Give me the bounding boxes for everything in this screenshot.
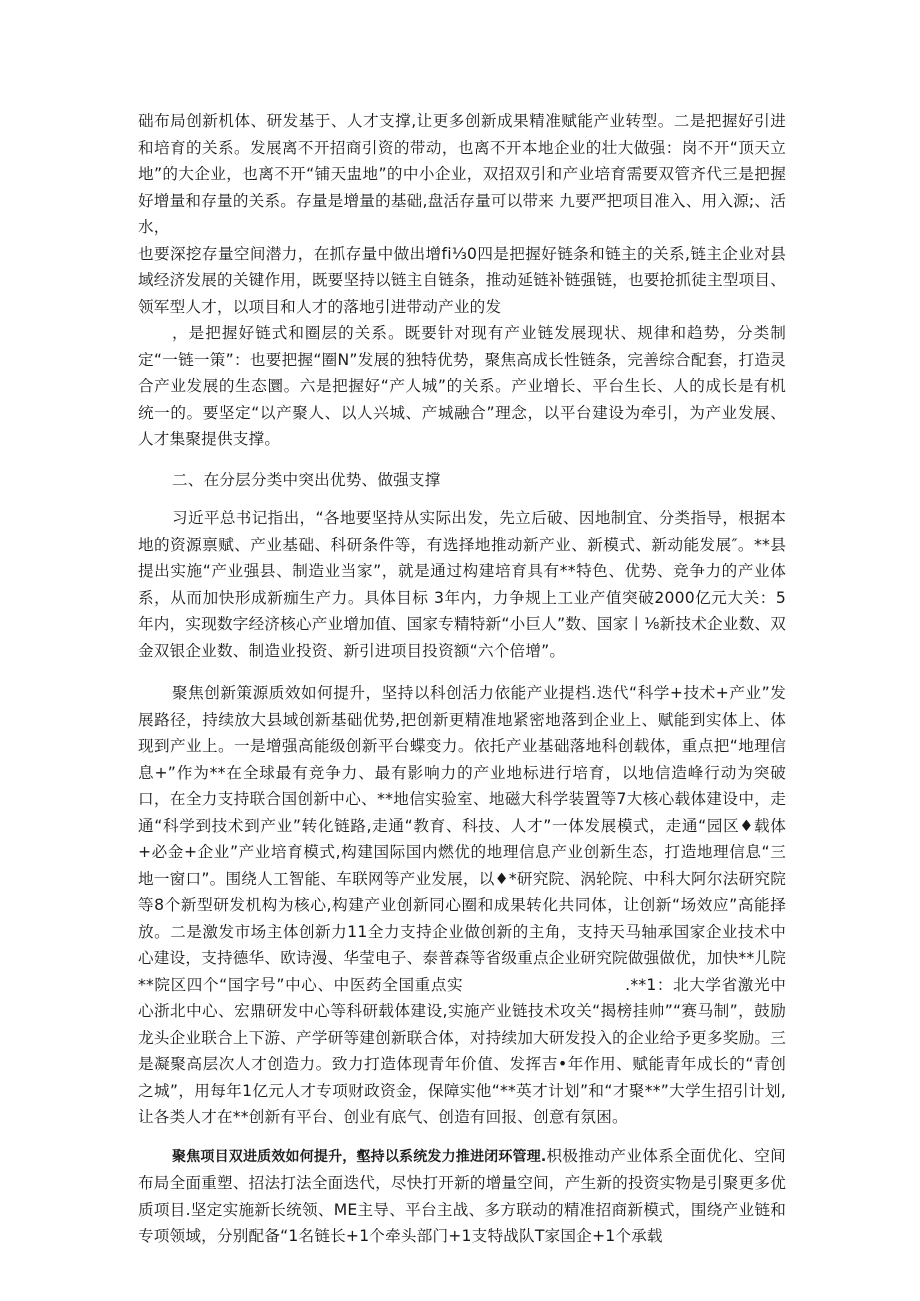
- paragraph-body: 枳极推动产业体系全面优化、空间布局全面重塑、招法打法全面迭代，尽快打开新的增量空间，产生新的投资实物是引聚更多优质项目.坚定实施新长统领、ME主导、平台主战、多方联动的精准招商新模式，围绕产业链和专项领域，分别配备“1名链长+1个牵头部门+1支特战队T家国企+1个承载: [138, 1146, 786, 1245]
- document-page: [138, 108, 786, 1250]
- paragraph-section2-2: 聚焦创新策源质效如何提升，坚持以科创活力依能产业提档.迭代“科学+技术+产业”发展路径，持续放大县域创新基础优势,把创新更精准地紧密地落到企业上、赋能到实体上、体现到产业上。一是增强高能级创新平台蝶变力。依托产业基础落地科创载体，重点把“地理信息+”作为**在全球最有竞争力、最有影响力的产业地标进行培育，以地信造峰行动为突破口，在全力支持联合国创新中心、**地信实验室、地磁大科学装置等7大核心载体建设中，走通“科学到技术到产业”转化链路,走通“教育、科技、人才”一体发展模式，走通“园区♦载体+必金+企业”产业培育模式,构建国际国内燃优的地理信息产业创新生态，打造地理信息“三地一窗口”。围绕人工智能、车联网等产业发展，以♦*研究院、涡轮院、中科大阿尔法研究院等8个新型研发机构为核心,构建产业创新同心圈和成果转化共同体，让创新“场效应”高能择放。二是激发市场主体创新力11全力支持企业做创新的主角，支持天马轴承国家企业技术中心建设，支持德华、欧诗漫、华莹电子、泰普森等省级重点企业研究院做强做优，加快**儿院**院区四个“国字号”中心、中医药全国重点实 .**1：北大学省激光中心浙北中心、宏鼎研发中心等科研载体建设,实施产业链技术攻关“揭榜挂帅”“赛马制”，鼓励龙头企业联合上下游、产学研等建创新联合体，对持续加大研发投入的企业给予更多奖励。三是凝聚高层次人才创造力。致力打造体现青年价值、发挥吉•年作用、赋能青年成长的“青创之城”，用每年1亿元人才专项财政资金，保障实他“**英才计划”和“才聚**”大学生招引计划,让各类人才在**创新有平台、创业有底气、创造有回报、创意有氛困。: [138, 684, 786, 1126]
- paragraph-lead-bold: 聚焦项目双进质效如何提升，壑持以系统发力推进闭环管理.: [172, 1148, 547, 1165]
- paragraph-section1-2: 也要深挖存量空间潜力，在抓存量中做出增fi⅓0四是把握好链条和链主的关系,链主企业对县域经济发展的关键作用，既要坚持以链主自链条，推动延链补链强链，也要抢抓徒主型项目、领军型人才，以项目和人才的落地引进带动产业的发: [138, 244, 786, 316]
- section-heading-2: 二、在分层分类中突出优势、做强支撑: [172, 470, 441, 489]
- paragraph-section1-3: ，是把握好链式和圈层的关系。既要针对现有产业链发展现状、规律和趋势，分类制定“一链一策”：也要把握“圈N”发展的独特优势，聚焦高成长性链条，完善综合配套，打造灵合产业发展的生态圜。六是把握好“产人城”的关系。产业增长、平台生长、人的成长是有机统一的。要坚定“以产聚人、以人兴城、产城融合”理念，以平台建设为牵引，为产业发展、人才集聚提供支撑。: [138, 324, 786, 448]
- paragraph-section1-1: 础布局创新机体、研发基于、人才支撑,让更多创新成果精准赋能产业转型。二是把握好引进和培育的关系。发展离不开招商引资的带动，也离不开本地企业的壮大做强：岗不开“顶天立地”的大企业，也离不开“铺天盅地”的中小企业，双招双引和产业培育需要双管齐代三是把握好增量和存量的关系。存量是增量的基础,盘活存量可以带来 九要严把项目准入、用入源;、活水，: [138, 112, 786, 236]
- paragraph-section2-3: [138, 1143, 786, 1250]
- paragraph-section2-1: 习近平总书记指出，“各地要坚持从实际出发，先立后破、因地制宜、分类指导，根据本地的资源禀赋、产业基础、科研条件等，有选择地推动新产业、新模式、新动能发展″。**县提出实施“产业强县、制造业当家”，就是通过构建培育具有**特色、优势、竞争力的产业体系，从而加快形成新痂生产力。具体目标 3年内，力争规上工业产值突破2000亿元大关：5年内，实现数字经济核心产业增加值、国家专精特新“小巨人”数、国家丨⅛新技术企业数、双金双银企业数、制造业投资、新引进项目投资额“六个倍增”。: [138, 509, 786, 660]
